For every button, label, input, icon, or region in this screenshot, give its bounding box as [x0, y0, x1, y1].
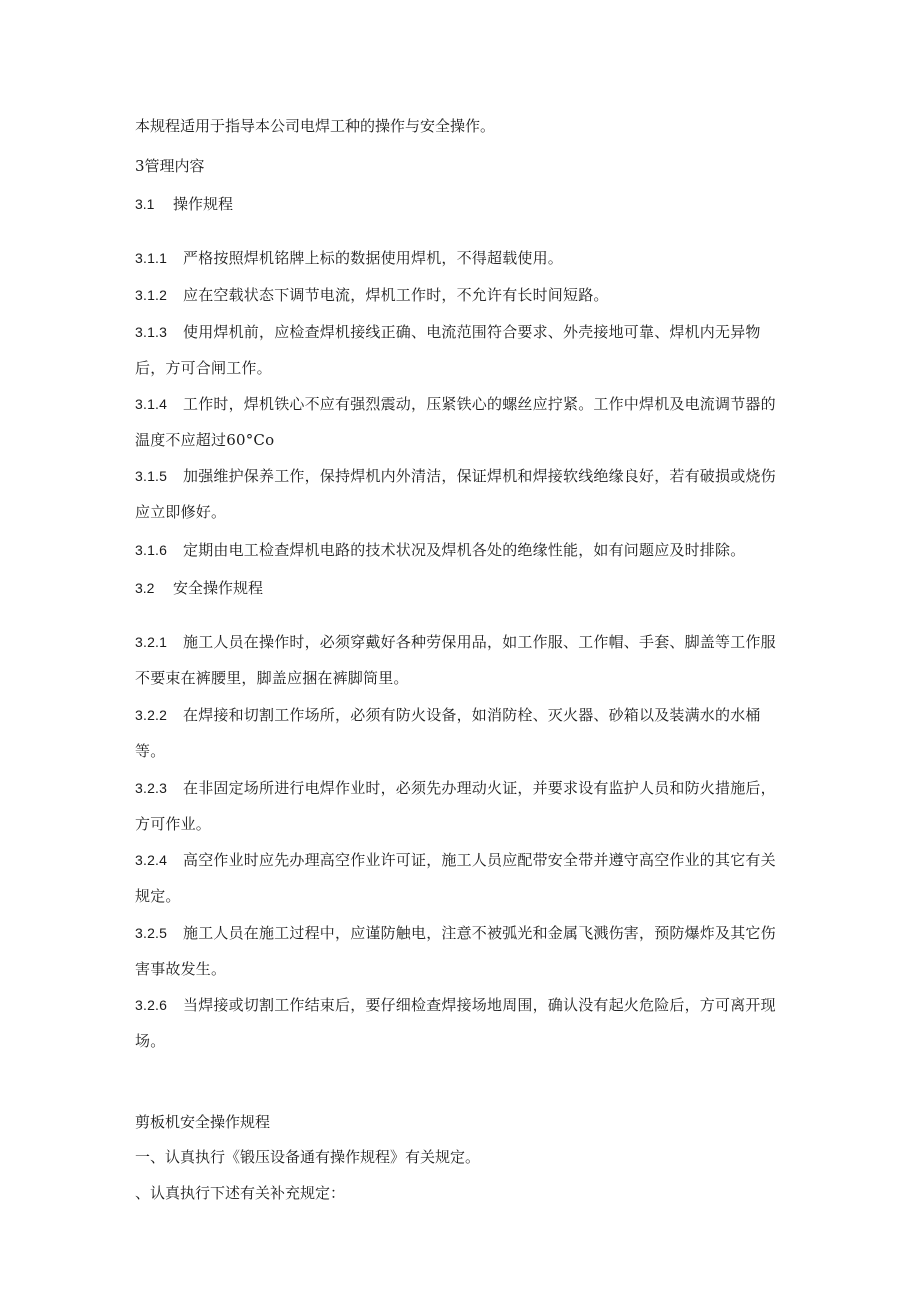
clause-text: 严格按照焊机铭牌上标的数据使用焊机，不得超载使用。 [183, 249, 564, 267]
clause-3-2-2 [135, 697, 787, 769]
clause-3-1-4 [135, 386, 787, 458]
clause-text: 在非固定场所进行电焊作业时，必须先办理动火证，并要求设有监护人员和防火措施后，方可作业。 [135, 779, 776, 833]
clause-3-2-5 [135, 915, 787, 987]
clause-number: 3.2.3 [135, 780, 168, 796]
clause-3-1-3 [135, 314, 787, 386]
shear-item-1: 一、认真执行《锻压设备通有操作规程》有关规定。 [135, 1148, 481, 1166]
clause-text: 在焊接和切割工作场所，必须有防火设备，如消防栓、灭火器、砂箱以及装满水的水桶等。 [135, 706, 761, 760]
clause-number: 3.1.5 [135, 468, 168, 484]
clause-text: 应在空载状态下调节电流，焊机工作时，不允许有长时间短路。 [183, 286, 609, 304]
clause-text: 施工人员在施工过程中，应谨防触电，注意不被弧光和金属飞溅伤害，预防爆炸及其它伤害事故发生。 [135, 924, 776, 978]
shear-machine-title: 剪板机安全操作规程 [135, 1113, 271, 1131]
clause-number: 3.1.2 [135, 287, 168, 303]
clause-number: 3.1.3 [135, 324, 168, 340]
section-3-1-heading [135, 186, 787, 223]
clause-text: 使用焊机前，应检查焊机接线正确、电流范围符合要求、外壳接地可靠、焊机内无异物后，方可合闸工作。 [135, 323, 761, 377]
section-title: 操作规程 [173, 195, 234, 213]
clause-text: 高空作业时应先办理高空作业许可证，施工人员应配带安全带并遵守高空作业的其它有关规定。 [135, 851, 776, 905]
section-3-heading: 3管理内容 [135, 157, 205, 175]
clause-text: 当焊接或切割工作结束后，要仔细检查焊接场地周围，确认没有起火危险后，方可离开现场。 [135, 996, 776, 1050]
section-title: 安全操作规程 [173, 579, 264, 597]
clause-number: 3.2.5 [135, 925, 168, 941]
section-number: 3.2 [135, 580, 155, 596]
clause-number: 3.2.2 [135, 707, 168, 723]
clause-3-1-1 [135, 240, 787, 276]
clause-text: 加强维护保养工作，保持焊机内外清洁，保证焊机和焊接软线绝缘良好，若有破损或烧伤应立即修好。 [135, 467, 776, 521]
clause-text: 定期由电工检查焊机电路的技术状况及焊机各处的绝缘性能，如有问题应及时排除。 [183, 541, 746, 559]
clause-3-1-5 [135, 458, 787, 530]
section-3-2-heading [135, 570, 787, 607]
shear-item-2: 、认真执行下述有关补充规定： [135, 1184, 346, 1202]
clause-text: 工作时，焊机铁心不应有强烈震动，压紧铁心的螺丝应拧紧。工作中焊机及电流调节器的温度不应超过60°Co [135, 395, 776, 449]
clause-3-2-1 [135, 624, 787, 696]
section-number: 3.1 [135, 196, 155, 212]
scope-paragraph: 本规程适用于指导本公司电焊工种的操作与安全操作。 [135, 117, 496, 135]
clause-3-2-6 [135, 987, 787, 1059]
clause-number: 3.1.4 [135, 396, 168, 412]
clause-number: 3.1.1 [135, 250, 168, 266]
clause-3-1-6 [135, 532, 787, 568]
clause-number: 3.2.1 [135, 634, 168, 650]
clause-number: 3.2.4 [135, 852, 168, 868]
clause-number: 3.1.6 [135, 542, 168, 558]
clause-number: 3.2.6 [135, 997, 168, 1013]
clause-3-2-3 [135, 770, 787, 842]
clause-3-2-4 [135, 842, 787, 914]
clause-3-1-2 [135, 277, 787, 313]
clause-text: 施工人员在操作时，必须穿戴好各种劳保用品，如工作服、工作帽、手套、脚盖等工作服不要束在裤腰里，脚盖应捆在裤脚筒里。 [135, 633, 776, 687]
